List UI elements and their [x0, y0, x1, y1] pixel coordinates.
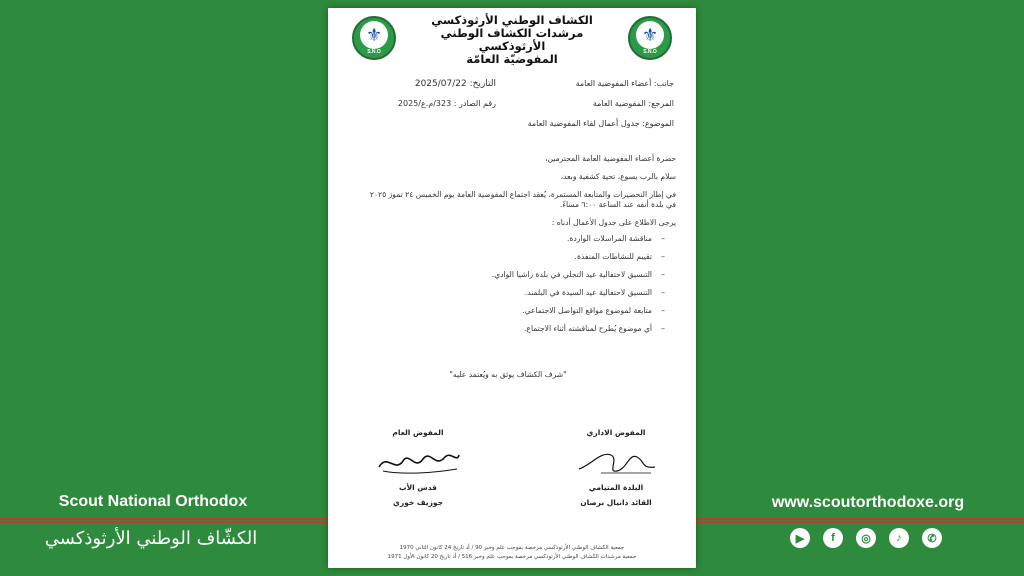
fleur-de-lis-icon: ⚜: [636, 21, 664, 49]
social-icons: [790, 528, 942, 548]
number-line: رقم الصادر : 323/م.ع/2025: [397, 99, 496, 108]
letter-meta-right: [504, 74, 674, 134]
date-line: التاريخ: 2025/07/22: [414, 79, 496, 89]
signature-scribble-icon: [571, 443, 661, 479]
website-link[interactable]: www.scoutorthodoxe.org: [771, 494, 965, 511]
agenda-item: –تقييم للنشاطات المنفذة.: [574, 252, 665, 261]
tiktok-icon[interactable]: ♪: [889, 528, 909, 548]
letter-page: [328, 8, 696, 568]
signature-name: القائد دانيال برصان: [580, 498, 652, 507]
letter-meta-left: [356, 74, 496, 114]
greeting: حضرة أعضاء المفوضية العامة المحترمين،: [545, 154, 676, 163]
signature-name: البلدة المتيامي: [588, 483, 644, 492]
signature-scribble-icon: [373, 443, 463, 479]
signature-general: [358, 428, 478, 507]
youtube-icon[interactable]: ▶: [790, 528, 810, 548]
agenda-list: [346, 234, 676, 334]
letter-body: [346, 154, 676, 342]
agenda-item: –التنسيق لاحتفالية عيد التجلي في بلدة راشيا الوادي.: [491, 270, 665, 279]
org-line: مرشدات الكشاف الوطني الأرثوذكسي: [440, 26, 584, 53]
whatsapp-icon[interactable]: ✆: [922, 528, 942, 548]
org-line: المفوضيّة العامّة: [466, 52, 558, 66]
subject-line: الموضوع: جدول أعمال لقاء المفوضية العامة: [527, 119, 674, 128]
agenda-intro: يرجى الاطلاع على جدول الأعمال أدناه :: [551, 218, 676, 227]
brand-name-arabic: الكشّاف الوطني الأرثوذكسي: [44, 528, 258, 549]
intro-line: في إطار التحضيرات والمتابعة المستمرة، يُعقد اجتماع المفوضية العامة يوم الخميس ٢٤ تموز ٢٠٢٥: [369, 190, 676, 199]
signature-role: المفوض العام: [392, 428, 444, 437]
agenda-item: –أي موضوع يُطرح لمناقشته أثناء الاجتماع.: [524, 324, 665, 333]
fleur-de-lis-icon: ⚜: [360, 21, 388, 49]
instagram-icon[interactable]: ◎: [856, 528, 876, 548]
agenda-item: –التنسيق لاحتفالية عيد السيدة في البلمند.: [524, 288, 665, 297]
signature-name: جوزيف خوري: [392, 498, 444, 507]
scout-logo-left: ⚜ S.N.O: [352, 16, 396, 60]
scout-motto: "شرف الكشاف يوثق به ويُعتمد عليه": [449, 370, 567, 379]
org-line: الكشاف الوطني الأرثوذكسي: [431, 13, 593, 27]
signature-name: قدس الأب: [399, 483, 437, 492]
agenda-item: –متابعة لموضوع مواقع التواصل الاجتماعي.: [522, 306, 665, 315]
facebook-icon[interactable]: f: [823, 528, 843, 548]
brand-name-english: Scout National Orthodox: [58, 493, 248, 510]
scout-logo-right: ⚜ S.N.O: [628, 16, 672, 60]
reference-line: المرجع: المفوضية العامة: [592, 99, 674, 108]
agenda-item: –مناقشة المراسلات الواردة.: [566, 234, 665, 243]
letterhead: [408, 14, 616, 66]
letter-footer: جمعية الكشاف الوطني الأرثوذكسي مرخصة بموجب علم وخبر 90 / أد تاريخ 24 كانون الثاني 1970 جمعية مرشدات الكشاف الوطني الأرثوذكسي مرخصة بموجب علم وخبر 516 / أد تاريخ 20 كانون الأول 1971: [387, 545, 637, 560]
signature-admin: [556, 428, 676, 507]
intro-line: في بلدة أنفه عند الساعة ٦:٠٠ مساءً.: [559, 200, 676, 209]
salutation: سلام بالرب يسوع، تحية كشفية وبعد،: [560, 172, 676, 181]
signature-role: المفوض الاداري: [586, 428, 646, 437]
from-line: جانب: أعضاء المفوضية العامة: [575, 79, 674, 88]
